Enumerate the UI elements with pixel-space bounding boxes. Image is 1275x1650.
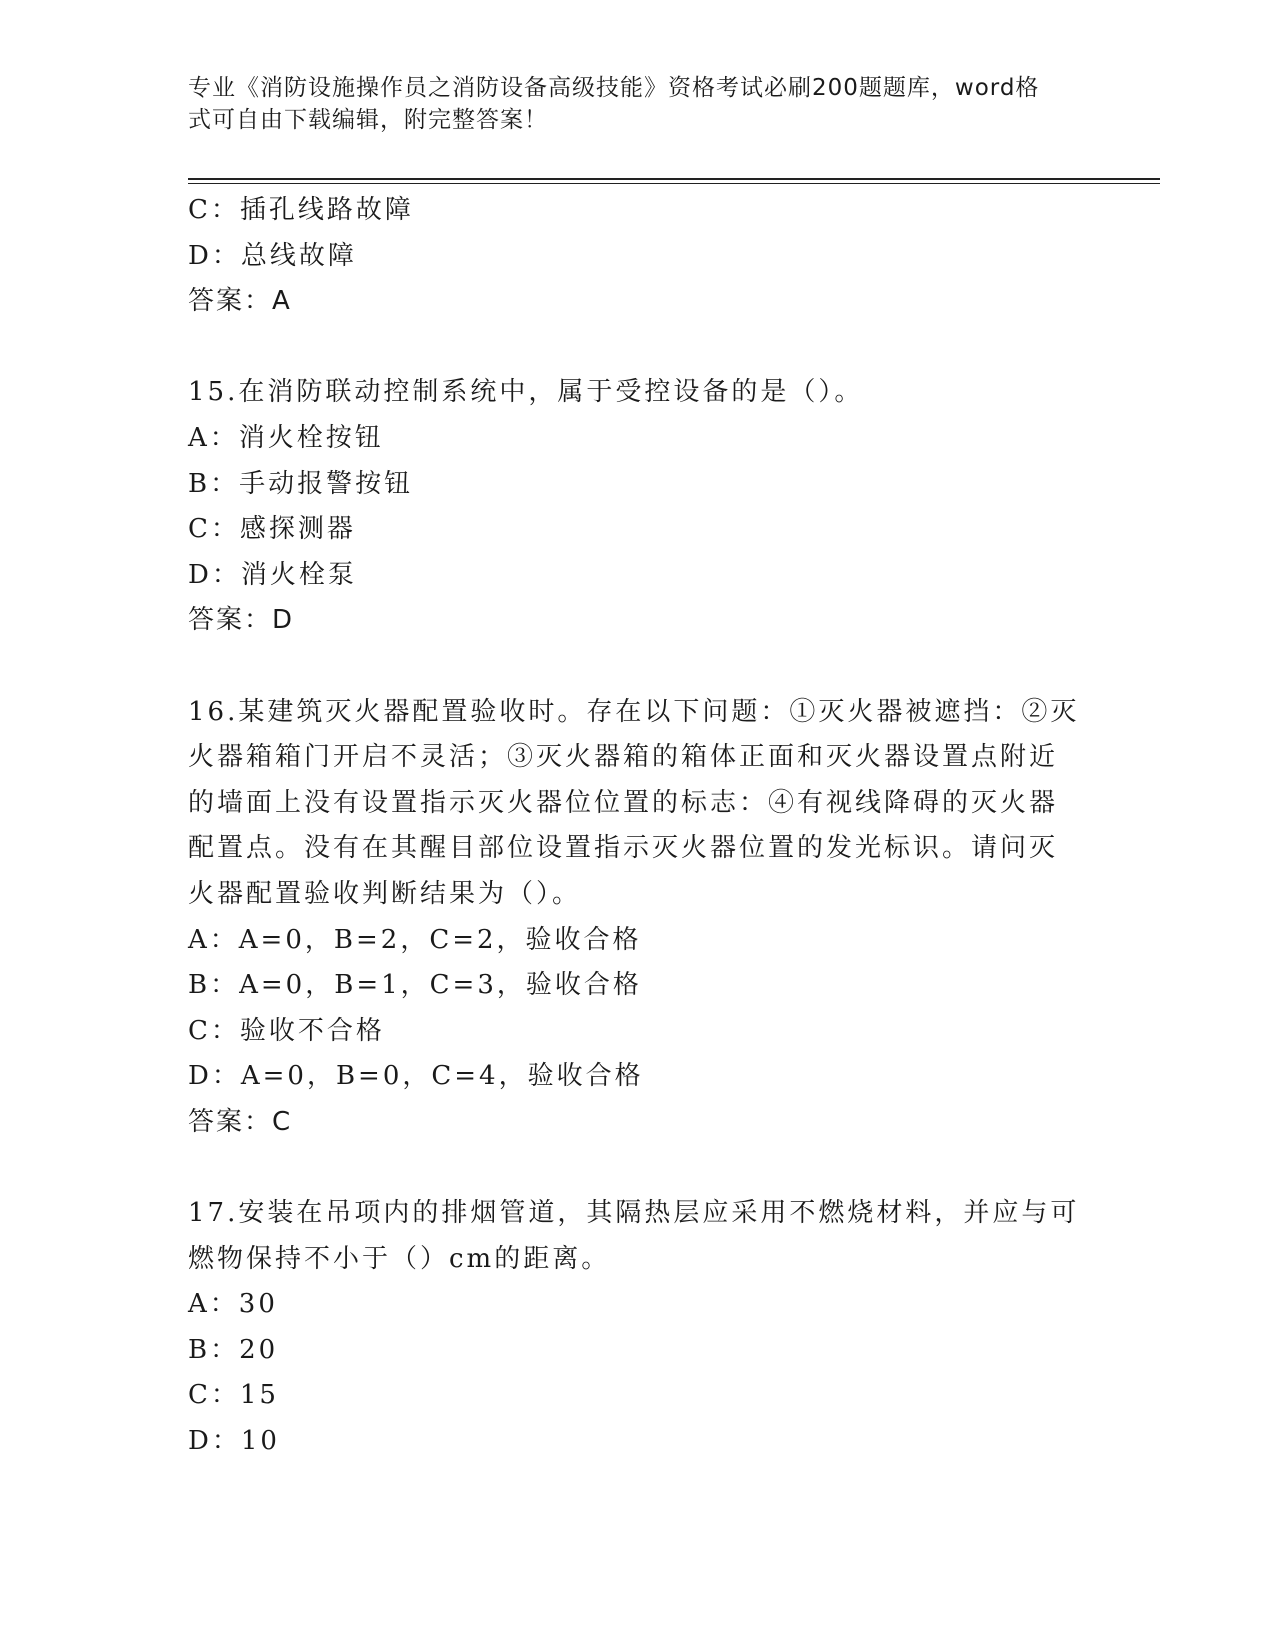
q15-option-a: A：消火栓按钮 [188,422,384,453]
q16-stem-line-5: 火器配置验收判断结果为（）。 [188,878,582,909]
q16-answer: 答案：C [188,1106,293,1137]
spacer [188,1145,1088,1191]
q17-option-b: B：20 [188,1334,279,1365]
header-divider-thick [188,178,1160,180]
q16-option-a: A：A=0，B=2，C=2，验收合格 [188,924,642,955]
question-body [188,188,1088,1465]
page-header [188,72,1068,136]
q14-option-d: D：总线故障 [188,240,357,271]
q14-answer: 答案：A [188,286,292,317]
q17-stem-line-2: 燃物保持不小于（）cm的距离。 [188,1243,611,1274]
header-divider-thin [188,183,1160,184]
spacer [188,644,1088,690]
q16-option-b: B：A=0，B=1，C=3，验收合格 [188,970,642,1001]
q16-option-c: C：验收不合格 [188,1015,385,1046]
q15-option-c: C：感探测器 [188,514,356,545]
q17-stem-line-1: 17.安装在吊项内的排烟管道，其隔热层应采用不燃烧材料，并应与可 [188,1198,1080,1229]
q15-answer: 答案：D [188,605,295,636]
q16-stem-line-4: 配置点。没有在其醒目部位设置指示灭火器位置的发光标识。请问灭 [188,833,1059,864]
q16-stem-line-1: 16.某建筑灭火器配置验收时。存在以下问题：①灭火器被遮挡：②灭 [188,696,1080,727]
q16-stem-line-3: 的墙面上没有设置指示灭火器位位置的标志：④有视线降碍的灭火器 [188,787,1059,818]
q17-option-c: C：15 [188,1380,279,1411]
q17-option-d: D：10 [188,1426,280,1457]
header-line-1: 专业《消防设施操作员之消防设备高级技能》资格考试必刷200题题库，word格 [188,75,1040,101]
header-line-2: 式可自由下载编辑，附完整答案！ [188,107,548,133]
q17-option-a: A：30 [188,1289,278,1320]
spacer [188,325,1088,371]
q14-option-c: C：插孔线路故障 [188,195,414,225]
q16-option-d: D：A=0，B=0，C=4，验收合格 [188,1061,644,1092]
q15-option-d: D：消火栓泵 [188,559,357,590]
q15-stem: 15.在消防联动控制系统中，属于受控设备的是（）。 [188,377,864,408]
q16-stem-line-2: 火器箱箱门开启不灵活；③灭火器箱的箱体正面和灭火器设置点附近 [188,742,1059,773]
q15-option-b: B：手动报警按钮 [188,468,414,499]
